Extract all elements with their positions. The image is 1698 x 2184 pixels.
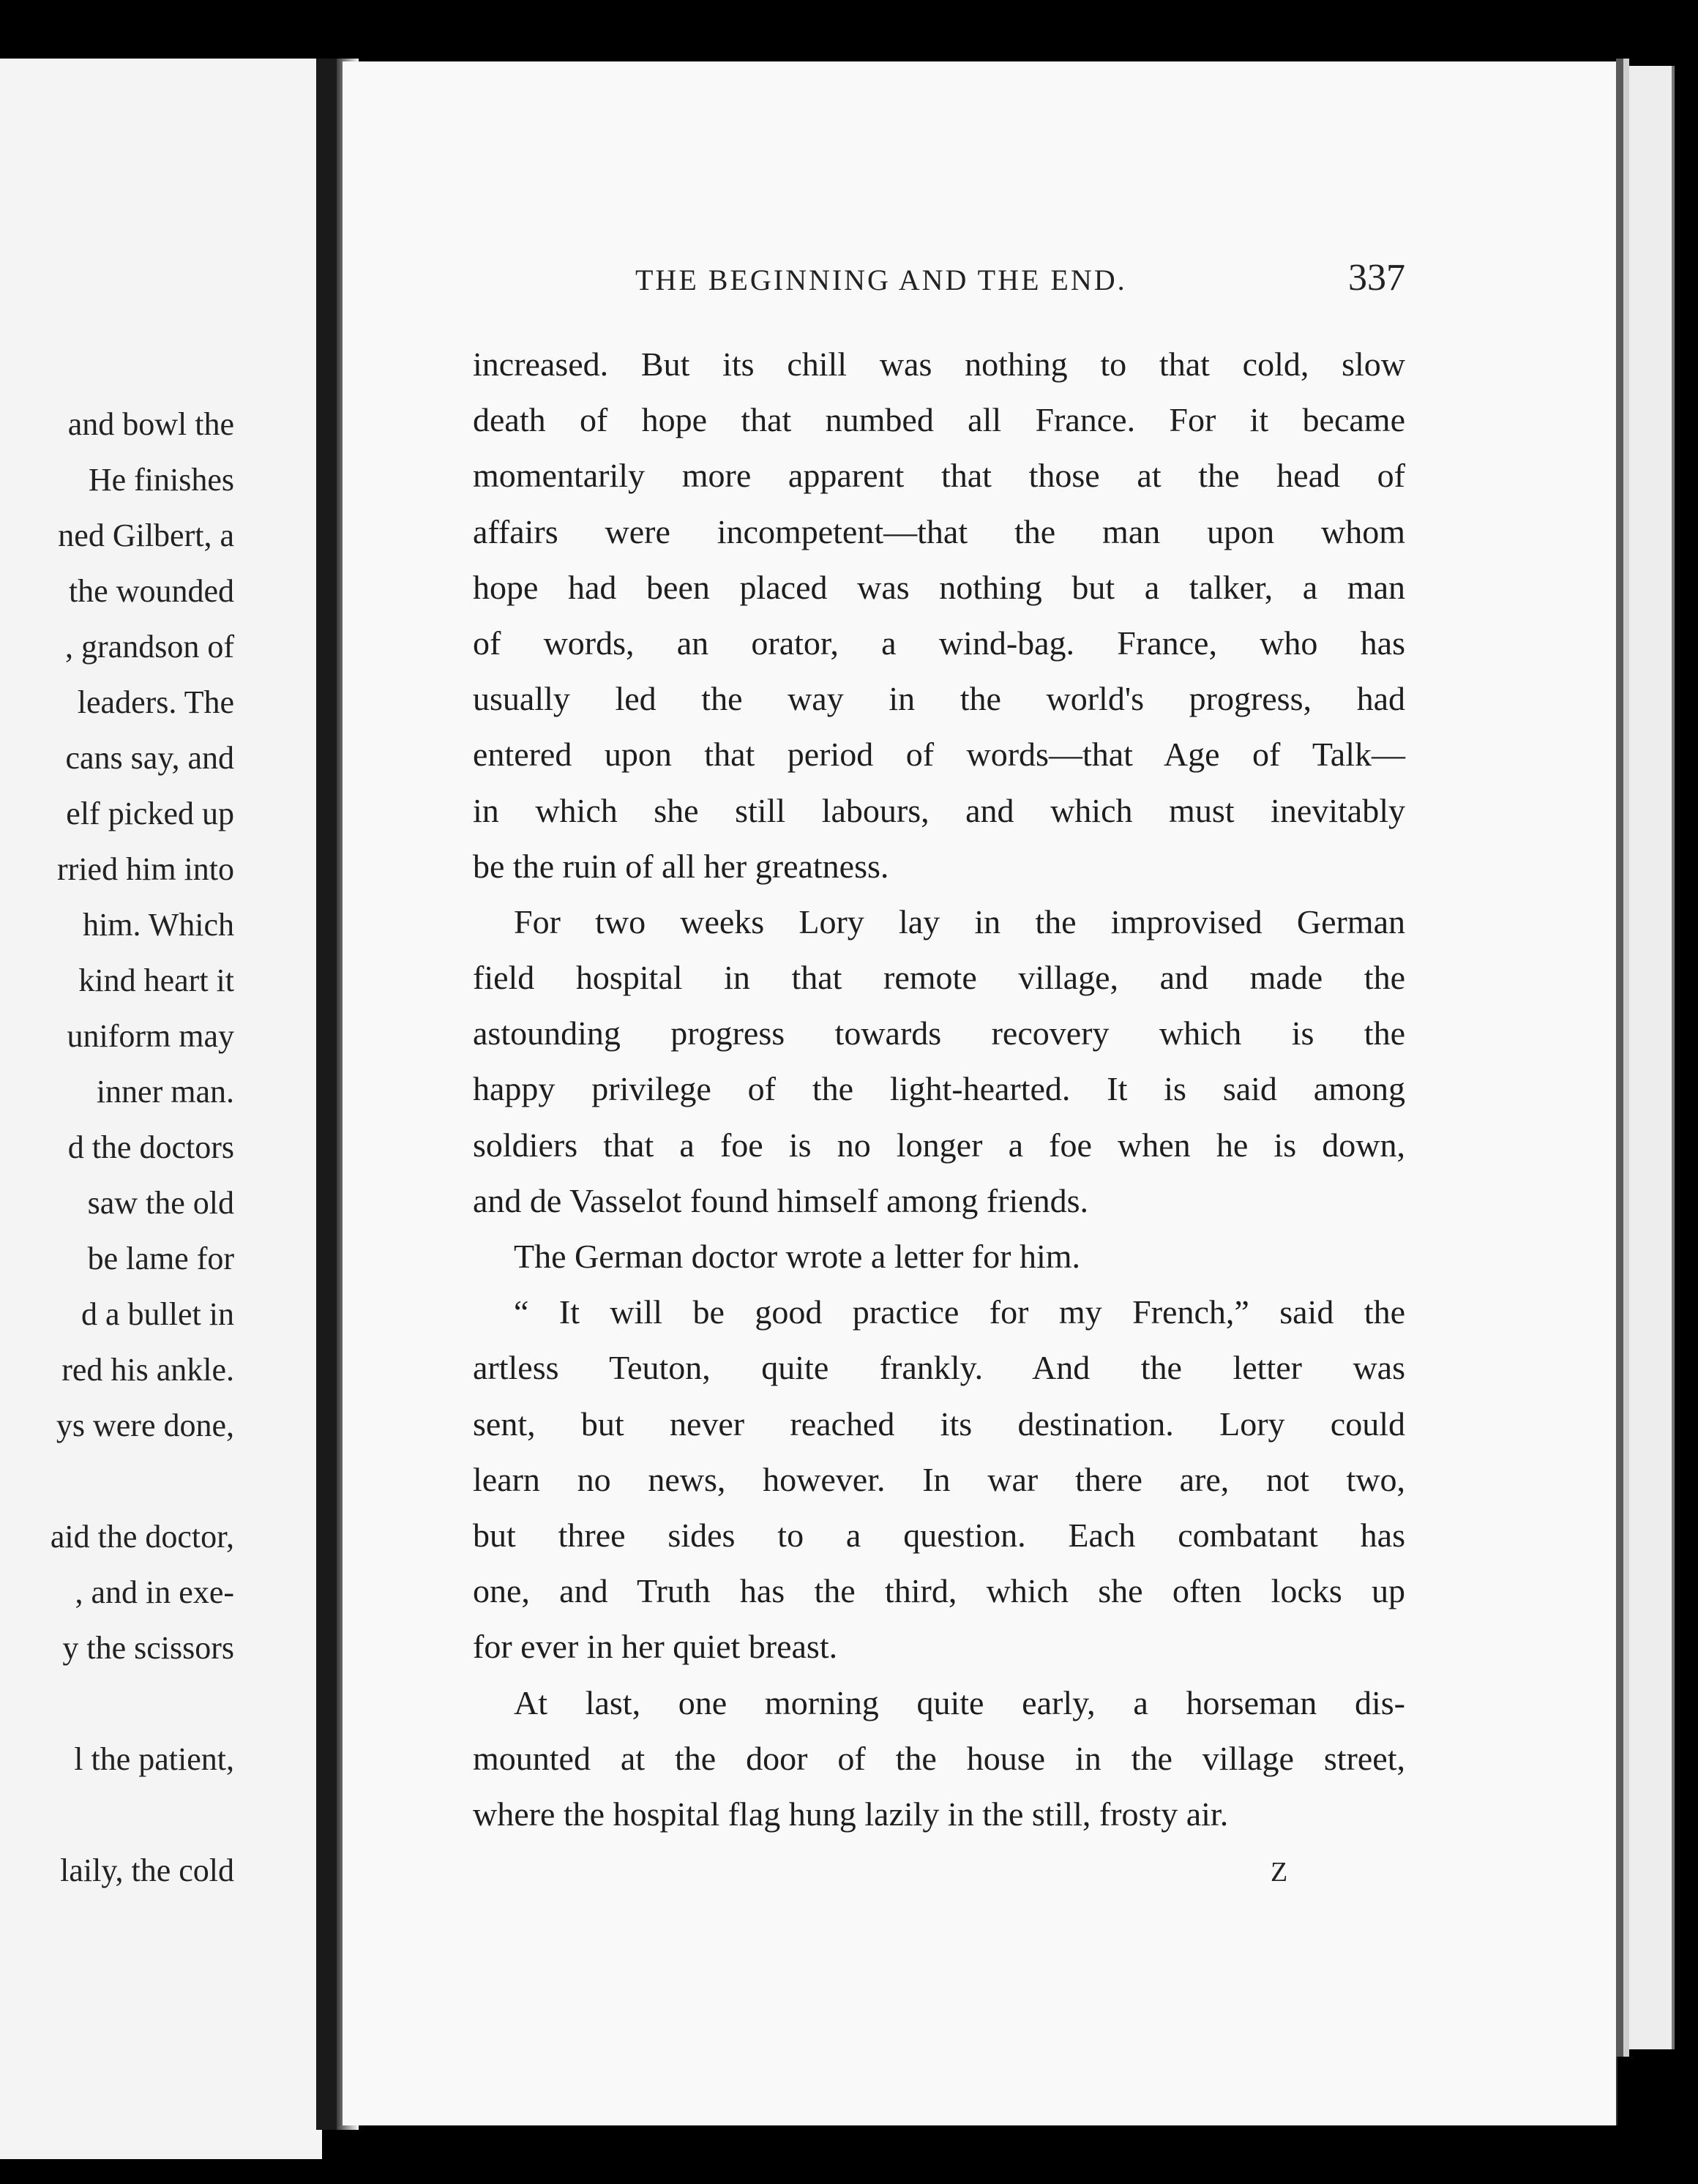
running-head: THE BEGINNING AND THE END. (635, 263, 1127, 296)
left-page-line: rried him into (57, 851, 234, 887)
left-page-line: uniform may (67, 1018, 234, 1054)
book-gutter (316, 59, 337, 2130)
left-page (0, 59, 322, 2159)
left-page-line: ned Gilbert, a (58, 517, 234, 553)
page-edge (1616, 59, 1623, 2057)
text-line: and de Vasselot found himself among friends. (473, 1181, 1089, 1219)
text-line: be the ruin of all her greatness. (473, 847, 889, 885)
left-page-line: saw the old (87, 1185, 234, 1221)
text-line: death of hope that numbed all France. For it became (473, 401, 1405, 439)
page-edge (1623, 59, 1629, 2057)
text-line: increased. But its chill was nothing to that cold, slow (473, 345, 1405, 383)
text-line: of words, an orator, a wind-bag. France, who has (473, 624, 1405, 662)
text-line: hope had been placed was nothing but a talker, a man (473, 568, 1405, 606)
text-line: momentarily more apparent that those at the head of (473, 457, 1405, 495)
left-page-text (0, 397, 234, 1899)
text-line: usually led the way in the world's progress, had (473, 680, 1405, 718)
left-page-line: leaders. The (77, 684, 234, 720)
text-line: mounted at the door of the house in the village street, (473, 1739, 1405, 1777)
left-page-line: and bowl the (67, 406, 234, 442)
text-line: “ It will be good practice for my French,” said the (514, 1293, 1405, 1331)
left-page-line: red his ankle. (61, 1352, 234, 1388)
left-page-line (0, 1676, 234, 1732)
left-page-line: elf picked up (66, 796, 234, 831)
text-line: happy privilege of the light-hearted. It is said among (473, 1070, 1405, 1108)
left-page-line: y the scissors (62, 1630, 234, 1666)
text-line: learn no news, however. In war there are, not two, (473, 1460, 1405, 1498)
left-page-line: l the patient, (74, 1741, 234, 1777)
text-line: artless Teuton, quite frankly. And the letter was (473, 1349, 1405, 1387)
text-line: affairs were incompetent—that the man upon whom (473, 512, 1405, 550)
left-page-line: He finishes (88, 462, 234, 498)
page-number: 337 (1348, 257, 1405, 299)
left-page-line: , grandson of (65, 629, 234, 665)
left-page-line: inner man. (96, 1074, 234, 1110)
left-page-line: d a bullet in (81, 1296, 234, 1332)
text-line: for ever in her quiet breast. (473, 1628, 838, 1666)
text-line: entered upon that period of words—that Age of Talk— (473, 736, 1405, 774)
text-line: in which she still labours, and which must inevitably (473, 791, 1405, 829)
left-page-line: be lame for (87, 1241, 234, 1276)
text-line: field hospital in that remote village, and made the (473, 959, 1405, 997)
left-page-line: aid the doctor, (50, 1519, 234, 1555)
text-line: astounding progress towards recovery which is the (473, 1014, 1405, 1052)
left-page-line: the wounded (68, 573, 234, 609)
text-line: At last, one morning quite early, a horseman dis- (514, 1683, 1405, 1721)
text-line: sent, but never reached its destination. Lory could (473, 1405, 1405, 1443)
page-header (635, 256, 1405, 299)
text-line: but three sides to a question. Each combatant has (473, 1516, 1405, 1554)
text-line: For two weeks Lory lay in the improvised German (514, 902, 1405, 940)
text-line: soldiers that a foe is no longer a foe when he is down, (473, 1126, 1405, 1164)
text-line: where the hospital flag hung lazily in the still, frosty air. (473, 1795, 1229, 1833)
left-page-line: him. Which (83, 907, 234, 943)
page-stack-edge (1629, 66, 1675, 2049)
text-line: one, and Truth has the third, which she often locks up (473, 1572, 1405, 1610)
body-text (473, 337, 1405, 1842)
text-line: The German doctor wrote a letter for him. (514, 1238, 1081, 1275)
left-page-line: cans say, and (65, 740, 234, 776)
left-page-line (0, 1454, 234, 1509)
left-page-line: , and in exe- (75, 1574, 234, 1610)
left-page-line: ys were done, (56, 1407, 234, 1443)
left-page-line: d the doctors (67, 1129, 234, 1165)
signature-mark: Z (1271, 1857, 1288, 1888)
left-page-line: laily, the cold (60, 1852, 234, 1888)
left-page-line (0, 1787, 234, 1843)
left-page-line: kind heart it (78, 962, 234, 998)
